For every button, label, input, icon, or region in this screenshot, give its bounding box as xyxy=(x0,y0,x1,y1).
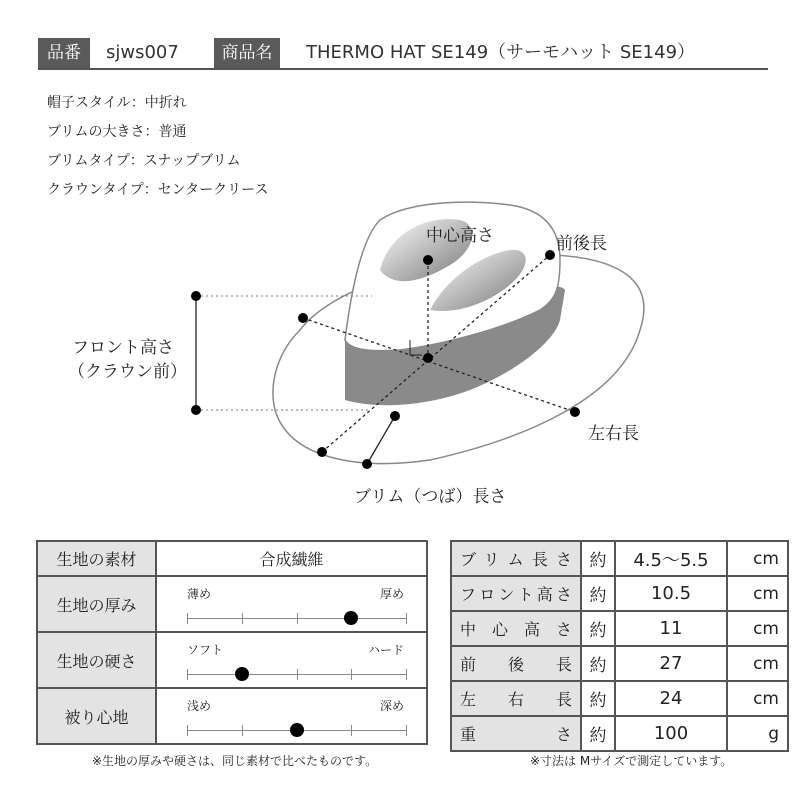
scale-bar xyxy=(187,668,406,680)
size-value: 100 xyxy=(615,716,727,751)
product-code: sjws007 xyxy=(106,42,179,63)
size-unit: cm xyxy=(727,541,788,576)
material-row-label: 生地の素材 xyxy=(37,541,156,576)
code-label: 品番 xyxy=(38,38,90,68)
scale-tick xyxy=(242,725,243,736)
scale-tick xyxy=(297,669,298,680)
scale-tick xyxy=(351,669,352,680)
scale-marker xyxy=(235,667,249,681)
label-brim-length: ブリム（つば）長さ xyxy=(354,487,507,507)
size-row xyxy=(451,541,788,576)
material-table xyxy=(36,540,428,745)
size-value: 11 xyxy=(615,611,727,646)
scale-left-label: ソフト xyxy=(187,643,224,657)
label-front-height: フロント高さ xyxy=(72,338,174,358)
scale-right-label: 厚め xyxy=(379,587,404,601)
size-value: 4.5〜5.5 xyxy=(615,541,727,576)
label-side-length: 左右長 xyxy=(588,424,639,444)
size-label: ブリム長さ xyxy=(451,541,581,576)
label-front-back: 前後長 xyxy=(556,234,607,254)
label-front-height-sub: （クラウン前） xyxy=(68,362,187,382)
size-unit: cm xyxy=(727,576,788,611)
approx-mark: 約 xyxy=(581,541,615,576)
scale-tick xyxy=(242,613,243,624)
hardness-scale xyxy=(156,632,427,688)
scale-marker xyxy=(290,723,304,737)
size-label: 中心高さ xyxy=(451,611,581,646)
hardness-label: 生地の硬さ xyxy=(37,632,156,688)
size-unit: cm xyxy=(727,681,788,716)
style-line: ブリムタイプ：スナップブリム xyxy=(47,153,241,169)
size-label: 前後長 xyxy=(451,646,581,681)
size-value: 27 xyxy=(615,646,727,681)
size-note: ※寸法は Mサイズで測定しています。 xyxy=(530,754,733,768)
scale-marker xyxy=(344,611,358,625)
size-table xyxy=(450,540,789,752)
approx-mark: 約 xyxy=(581,611,615,646)
scale-tick xyxy=(187,613,188,624)
scale-right-label: 深め xyxy=(379,699,404,713)
thickness-scale xyxy=(156,576,427,632)
thickness-label: 生地の厚み xyxy=(37,576,156,632)
approx-mark: 約 xyxy=(581,646,615,681)
label-center-height: 中心高さ xyxy=(426,226,494,246)
size-label: フロント高さ xyxy=(451,576,581,611)
scale-bar xyxy=(187,724,406,736)
style-line: 帽子スタイル：中折れ xyxy=(47,95,187,111)
size-value: 24 xyxy=(615,681,727,716)
scale-right-label: ハード xyxy=(367,643,404,657)
scale-left-label: 薄め xyxy=(187,587,212,601)
fit-label: 被り心地 xyxy=(37,688,156,744)
material-note: ※生地の厚みや硬さは、同じ素材で比べたものです。 xyxy=(92,754,378,768)
size-row xyxy=(451,646,788,681)
scale-bar xyxy=(187,612,406,624)
approx-mark: 約 xyxy=(581,716,615,751)
scale-left-label: 浅め xyxy=(187,699,212,713)
style-line: クラウンタイプ：センタークリース xyxy=(47,182,269,198)
size-row xyxy=(451,716,788,751)
size-unit: cm xyxy=(727,611,788,646)
scale-tick xyxy=(406,725,407,736)
product-name: THERMO HAT SE149（サーモハット SE149） xyxy=(306,42,696,63)
scale-tick xyxy=(406,669,407,680)
material-value: 合成繊維 xyxy=(156,541,427,576)
approx-mark: 約 xyxy=(581,681,615,716)
size-unit: cm xyxy=(727,646,788,681)
name-label: 商品名 xyxy=(214,38,280,68)
size-unit: g xyxy=(727,716,788,751)
scale-tick xyxy=(297,613,298,624)
size-label: 左右長 xyxy=(451,681,581,716)
scale-tick xyxy=(351,725,352,736)
size-row xyxy=(451,681,788,716)
scale-tick xyxy=(187,669,188,680)
scale-tick xyxy=(406,613,407,624)
size-value: 10.5 xyxy=(615,576,727,611)
size-label: 重さ xyxy=(451,716,581,751)
size-row xyxy=(451,576,788,611)
approx-mark: 約 xyxy=(581,576,615,611)
size-row xyxy=(451,611,788,646)
scale-tick xyxy=(187,725,188,736)
style-line: ブリムの大きさ：普通 xyxy=(47,124,187,140)
fit-scale xyxy=(156,688,427,744)
